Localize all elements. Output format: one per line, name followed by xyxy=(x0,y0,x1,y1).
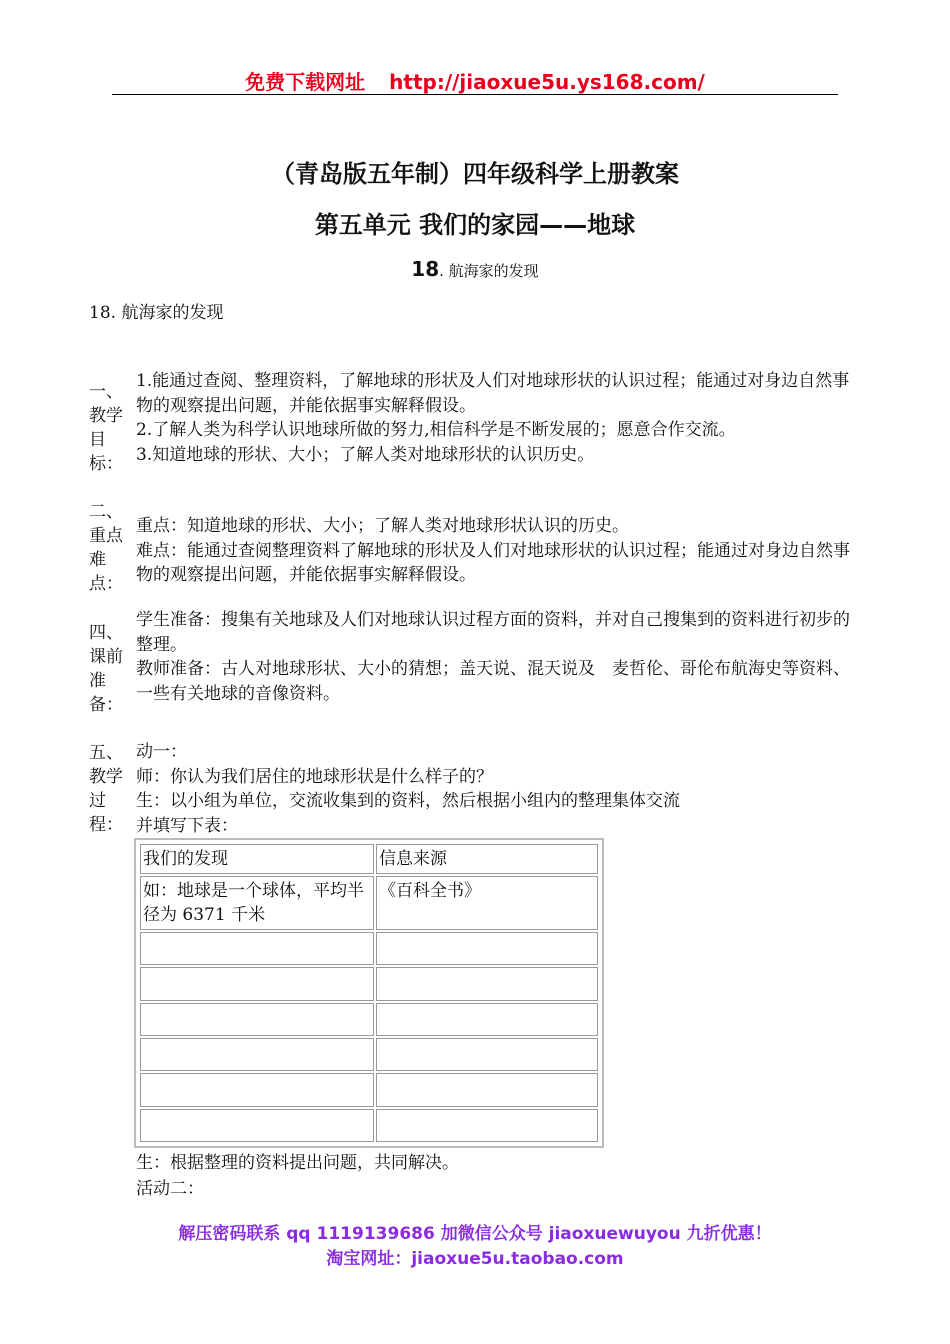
preparation-body xyxy=(136,608,864,706)
table-row xyxy=(140,1038,598,1071)
table-cell xyxy=(140,932,374,965)
footer-shop-link[interactable]: 淘宝网址：jiaoxue5u.taobao.com xyxy=(326,1249,624,1269)
header-banner xyxy=(0,66,950,95)
goal-line: 1.能通过查阅、整理资料，了解地球的形状及人们对地球形状的认识过程；能通过对身边自然事物的观察提出问题，并能依据事实解释假设。 xyxy=(136,371,850,416)
table-row xyxy=(140,967,598,1000)
lesson-number: 18 xyxy=(411,257,440,281)
header-divider xyxy=(112,94,838,95)
table-cell xyxy=(376,1003,598,1036)
unit-title: 第五单元 我们的家园——地球 xyxy=(314,211,636,239)
table-cell xyxy=(376,1073,598,1106)
after-line: 生：根据整理的资料提出问题，共同解决。 xyxy=(136,1153,459,1173)
footer-contact: 解压密码联系 qq 1119139686 加微信公众号 jiaoxuewuyou 九折优惠！ xyxy=(178,1224,772,1244)
key-points-label: 二、重点难点： xyxy=(89,502,123,594)
goals-body xyxy=(136,369,864,467)
table-cell xyxy=(376,1038,598,1071)
table-cell xyxy=(140,1109,374,1142)
table-row xyxy=(140,1003,598,1036)
key-point-line: 难点：能通过查阅整理资料了解地球的形状及人们对地球形状的认识过程；能通过对身边自然事物的观察提出问题，并能依据事实解释假设。 xyxy=(136,540,850,585)
table-row xyxy=(140,1109,598,1142)
findings-table xyxy=(134,838,604,1148)
after-line: 活动二： xyxy=(136,1179,204,1199)
table-row xyxy=(140,1073,598,1106)
lesson-title xyxy=(0,257,950,281)
process-label: 五、教学过程： xyxy=(89,743,123,835)
goals-label: 一、教学目标： xyxy=(89,382,123,474)
header-url-link[interactable]: http://jiaoxue5u.ys168.com/ xyxy=(389,70,705,94)
process-line: 动一： xyxy=(136,742,187,762)
after-table-text xyxy=(136,1150,459,1202)
table-cell xyxy=(376,967,598,1000)
header-label: 免费下载网址 xyxy=(245,70,366,94)
key-points-body xyxy=(136,514,864,588)
table-cell: 《百科全书》 xyxy=(376,876,598,930)
table-cell xyxy=(140,1038,374,1071)
goal-line: 3.知道地球的形状、大小；了解人类对地球形状的认识历史。 xyxy=(136,444,595,465)
preparation-label: 四、课前准备： xyxy=(89,623,123,715)
lesson-line: 18. 航海家的发现 xyxy=(89,303,224,323)
goal-line: 2.了解人类为科学认识地球所做的努力,相信科学是不断发展的；愿意合作交流。 xyxy=(136,420,736,440)
process-body xyxy=(136,740,864,838)
table-cell xyxy=(376,1109,598,1142)
lesson-name: . 航海家的发现 xyxy=(439,262,539,280)
preparation-line: 教师准备：古人对地球形状、大小的猜想；盖天说、混天说及 麦哲伦、哥伦布航海史等资料、一些有关地球的音像资料。 xyxy=(136,659,850,704)
preparation-line: 学生准备：搜集有关地球及人们对地球认识过程方面的资料，并对自己搜集到的资料进行初步的整理。 xyxy=(136,610,850,655)
table-cell xyxy=(140,967,374,1000)
table-cell xyxy=(140,1003,374,1036)
process-line: 师：你认为我们居住的地球形状是什么样子的？ xyxy=(136,766,493,787)
table-cell: 如：地球是一个球体，平均半径为 6371 千米 xyxy=(140,876,374,930)
table-header-findings: 我们的发现 xyxy=(140,844,374,874)
table-cell xyxy=(140,1073,374,1106)
process-line: 生：以小组为单位，交流收集到的资料，然后根据小组内的整理集体交流 xyxy=(136,791,680,811)
process-line: 并填写下表： xyxy=(136,815,238,836)
key-point-line: 重点：知道地球的形状、大小；了解人类对地球形状认识的历史。 xyxy=(136,516,629,536)
table-row xyxy=(140,932,598,965)
document-title: （青岛版五年制）四年级科学上册教案 xyxy=(271,160,679,188)
table-cell xyxy=(376,932,598,965)
table-header-source: 信息来源 xyxy=(376,844,598,874)
